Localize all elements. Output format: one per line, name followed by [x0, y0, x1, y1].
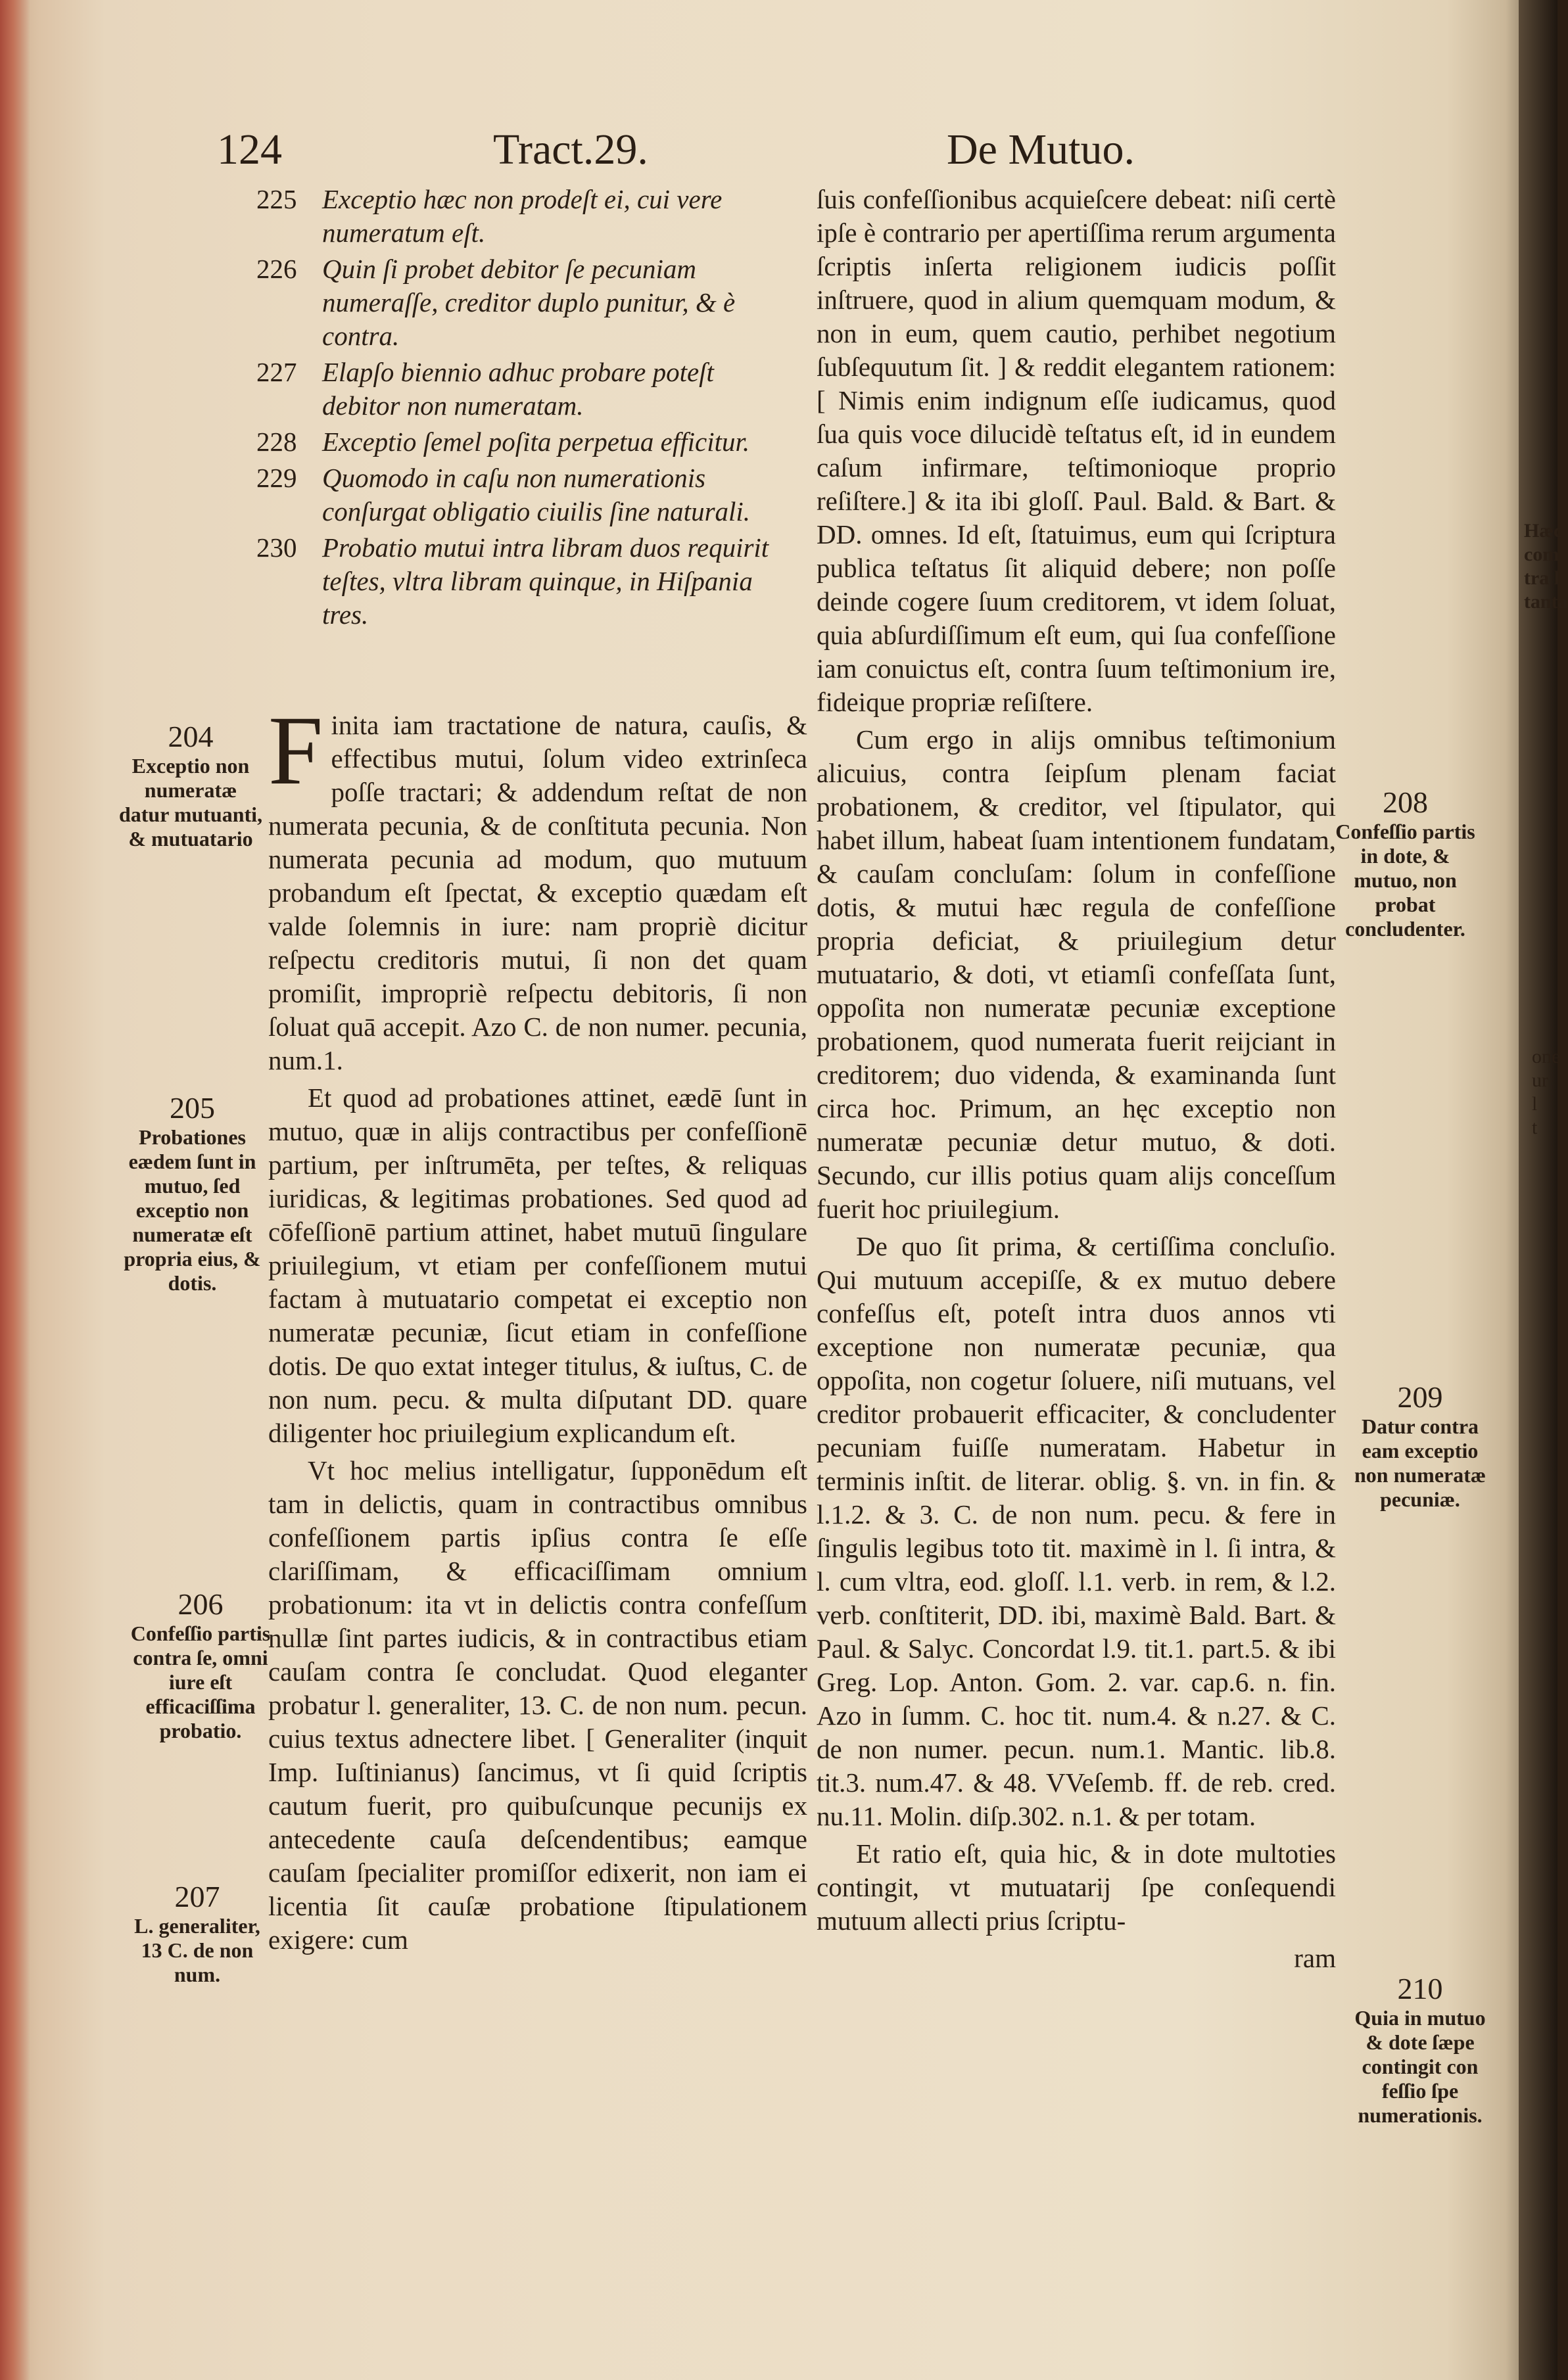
- margin-note-number: 210: [1397, 1972, 1443, 2005]
- summary-number: 226: [256, 254, 297, 284]
- summary-text: Elapſo biennio adhuc probare poteſt debitor non numeratam.: [322, 357, 714, 421]
- cut-off-text: one ur l t: [1532, 1046, 1561, 1138]
- paragraph: ſuis confeſſionibus acquieſcere debeat: niſi certè ipſe è contrario per apertiſſima rerum argumenta ſcriptis inſerta religionem iudicis poſſit inſtruere, quod in alium quemquam modum, & non in eum, quem cautio, perhibet negotium ſubſequutum ſit. ] & reddit elegantem rationem: [ Nimis enim indignum eſſe iudicamus, quod ſua quis voce dilucidè teſtatus eſt, id in eundem caſum infirmare, teſtimonioque proprio reſiſtere.] & ita ibi gloſſ. Paul. Bald. & Bart. & DD. omnes. Id eſt, ſtatuimus, eum qui ſcriptura publica teſtatus ſit aliquid debere; non poſſe deinde cogere ſuum creditorem, vt idem ſoluat, quia abſurdiſſimum eſt eum, qui ſua confeſſione iam conuictus eſt, contra ſuum teſtimonium ire, fideique propriæ reſiſtere.: [817, 184, 1336, 717]
- margin-note-text: Confeſſio partis contra ſe, omni iure eſt efficaciſſima probatio.: [130, 1622, 271, 1742]
- margin-note-text: Quia in mutuo & dote ſæpe contingit con feſſio ſpe numerationis.: [1354, 2006, 1486, 2127]
- paragraph: [268, 696, 807, 1077]
- summary-text: Probatio mutui intra libram duos requirit teſtes, vltra libram quinque, in Hiſpania tres.: [322, 532, 769, 630]
- summary-text: Exceptio hæc non prodeſt ei, cui vere numeratum eſt.: [322, 184, 723, 248]
- tract-label: Tract.29.: [493, 126, 648, 174]
- summary-item: [256, 183, 796, 250]
- page-title: De Mutuo.: [947, 126, 1135, 174]
- page-edge: [0, 0, 30, 2380]
- summary-item: [256, 531, 796, 632]
- margin-note-text: Datur contra eam exceptio non numeratæ pecuniæ.: [1354, 1414, 1486, 1511]
- summary-item: [256, 425, 796, 459]
- margin-note-number: 209: [1397, 1380, 1443, 1414]
- margin-note: [118, 1091, 266, 1295]
- summary-number: 228: [256, 427, 297, 457]
- margin-note-text: L. generaliter, 13 C. de non num.: [134, 1914, 260, 1986]
- drop-cap: F: [268, 696, 323, 805]
- summary-text: Quin ſi probet debitor ſe pecuniam numeraſſe, creditor duplo punitur, & è contra.: [322, 254, 736, 351]
- margin-note: [128, 1587, 273, 1743]
- paragraph: Et ratio eſt, quia hic, & in dote multoties contingit, vt mutuatarij ſpe conſequendi mutuum allecti prius ſcriptu-: [817, 1838, 1336, 1936]
- summary-number: 227: [256, 357, 297, 387]
- page-number: 124: [217, 126, 282, 174]
- summary-number: 225: [256, 184, 297, 214]
- margin-note-number: 207: [174, 1880, 220, 1913]
- summary-text: Exceptio ſemel poſita perpetua efficitur.: [322, 427, 750, 457]
- margin-note-text: Exceptio non numeratæ datur mutuanti, & mutuatario: [118, 754, 263, 851]
- summary-number: 230: [256, 532, 297, 563]
- paragraph-text: inita iam tractatione de natura, cauſis, & effectibus mutui, ſolum video extrinſeca poſſe tractari; & addendum reſtat de non numerata pecunia, & de conſtituta pecunia. Non numerata pecunia ad modum, quo mutuum probandum eſt ſpectat, & exceptio quædam eſt valde ſolemnis in iure: nam propriè dicitur reſpectu creditoris mutui, ſi non det quam promiſit, impropriè reſpectu debitoris, ſi non ſoluat quā accepit. Azo C. de non numer. pecunia, num.1.: [268, 710, 807, 1075]
- summary-text: Quomodo in caſu non numerationis conſurgat obligatio ciuilis ſine naturali.: [322, 463, 751, 526]
- running-header: [217, 125, 1190, 184]
- margin-note-number: 205: [170, 1091, 215, 1125]
- margin-note: [125, 1880, 270, 1987]
- margin-note: [118, 720, 263, 851]
- margin-note-number: 206: [178, 1587, 224, 1621]
- summary-list: [256, 183, 796, 634]
- summary-item: [256, 461, 796, 528]
- paragraph: Et quod ad probationes attinet, eædē ſunt in mutuo, quæ in alijs contractibus per confeſſionē partium, per inſtrumēta, per teſtes, & reliquas iuridicas, & legitimas probationes. Sed quod ad cōfeſſionē partium attinet, habet mutuū ſingulare priuilegium, vt etiam per confeſſionem mutui factam à mutuatario competat ei exceptio non numeratæ pecuniæ, ſicut etiam in confeſſione dotis. De quo extat integer titulus, & iuſtus, C. de non num. pecu. & multa diſputant DD. quare diligenter hoc priuilegium explicandum eſt.: [268, 1083, 807, 1448]
- paragraph: Vt hoc melius intelligatur, ſupponēdum eſt tam in delictis, quam in contractibus omnibus confeſſionem partis ipſius contra ſe eſſe clariſſimam, & efficaciſſimam omnium probationum: ita vt in delictis contra confeſſum nullæ ſint partes iudicis, & in contractibus etiam cauſam contra ſe concludat. Quod eleganter probatur l. generaliter, 13. C. de non num. pecun. cuius textus adnectere libet. [ Generaliter (inquit Imp. Iuſtinianus) ſancimus, vt ſi quid ſcriptis cautum fuerit, pro quibuſcunque pecunijs ex antecedente cauſa deſcendentibus; eamque cauſam ſpecialiter promiſſor edixerit, non iam ei licentia ſit cauſæ probatione ſtipulationem exigere: cum: [268, 1455, 807, 1955]
- cut-off-text: Hæc com tra l tanta: [1524, 520, 1568, 613]
- summary-number: 229: [256, 463, 297, 493]
- left-text-column: [268, 696, 807, 1961]
- right-text-column: [817, 183, 1336, 1979]
- margin-note-text: Probationes eædem ſunt in mutuo, ſed exceptio non numeratæ eſt propria eius, & dotis.: [124, 1125, 261, 1295]
- margin-note: [1354, 1972, 1486, 2128]
- margin-note-number: 204: [168, 720, 214, 753]
- paragraph: Cum ergo in alijs omnibus teſtimonium alicuius, contra ſeipſum plenam faciat probationem, & creditor, vel ſtipulator, qui habet illum, habeat ſuam intentionem fundatam, & cauſam concluſam: ſolum in confeſſione dotis, & mutui hæc regula de confeſſione propria deficiat, & priuilegium detur mutuatario, & doti, vt etiamſi confeſſata ſunt, oppoſita non numeratæ pecuniæ exceptione probationem, quod numerata fuerit reijciant in creditorem; duo videnda, & examinanda ſunt circa hoc. Primum, an hęc exceptio non numeratæ pecuniæ detur mutuo, & doti. Secundo, cur illis potius quam alijs conceſſum fuerit hoc priuilegium.: [817, 724, 1336, 1224]
- summary-item: [256, 252, 796, 353]
- summary-item: [256, 356, 796, 423]
- margin-note-text: Confeſſio partis in dote, & mutuo, non probat concludenter.: [1335, 820, 1475, 941]
- margin-note: [1335, 785, 1476, 941]
- margin-note: [1351, 1380, 1489, 1512]
- paragraph: De quo ſit prima, & certiſſima concluſio. Qui mutuum accepiſſe, & ex mutuo debere confeſſus eſt, poteſt intra duos annos vti exceptione non numeratæ pecuniæ, qua oppoſita, non cogetur ſoluere, niſi mutuans, vel creditor probauerit efficaciter, & concludenter pecuniam fuiſſe numeratam. Habetur in terminis inſtit. de literar. oblig. §. vn. in fin. & l.1.2. & 3. C. de non num. pecu. & fere in ſingulis legibus toto tit. maximè in l. ſi intra, & l. cum vltra, eod. gloſſ. l.1. verb. in rem, & l.2. verb. conſtiterit, DD. ibi, maximè Bald. Bart. & Paul. & Salyc. Concordat l.9. tit.1. part.5. & ibi Greg. Lop. Anton. Gom. 2. var. cap.6. n. fin. Azo in ſumm. C. hoc tit. num.4. & n.27. & C. de non numer. pecun. num.1. Mantic. lib.8. tit.3. num.47. & 48. VVeſemb. ff. de reb. cred. nu.11. Molin. diſp.302. n.1. & per totam.: [817, 1231, 1336, 1831]
- catchword: ram: [1294, 1943, 1336, 1973]
- next-page-edge: [1519, 0, 1568, 2380]
- margin-note-number: 208: [1383, 785, 1428, 819]
